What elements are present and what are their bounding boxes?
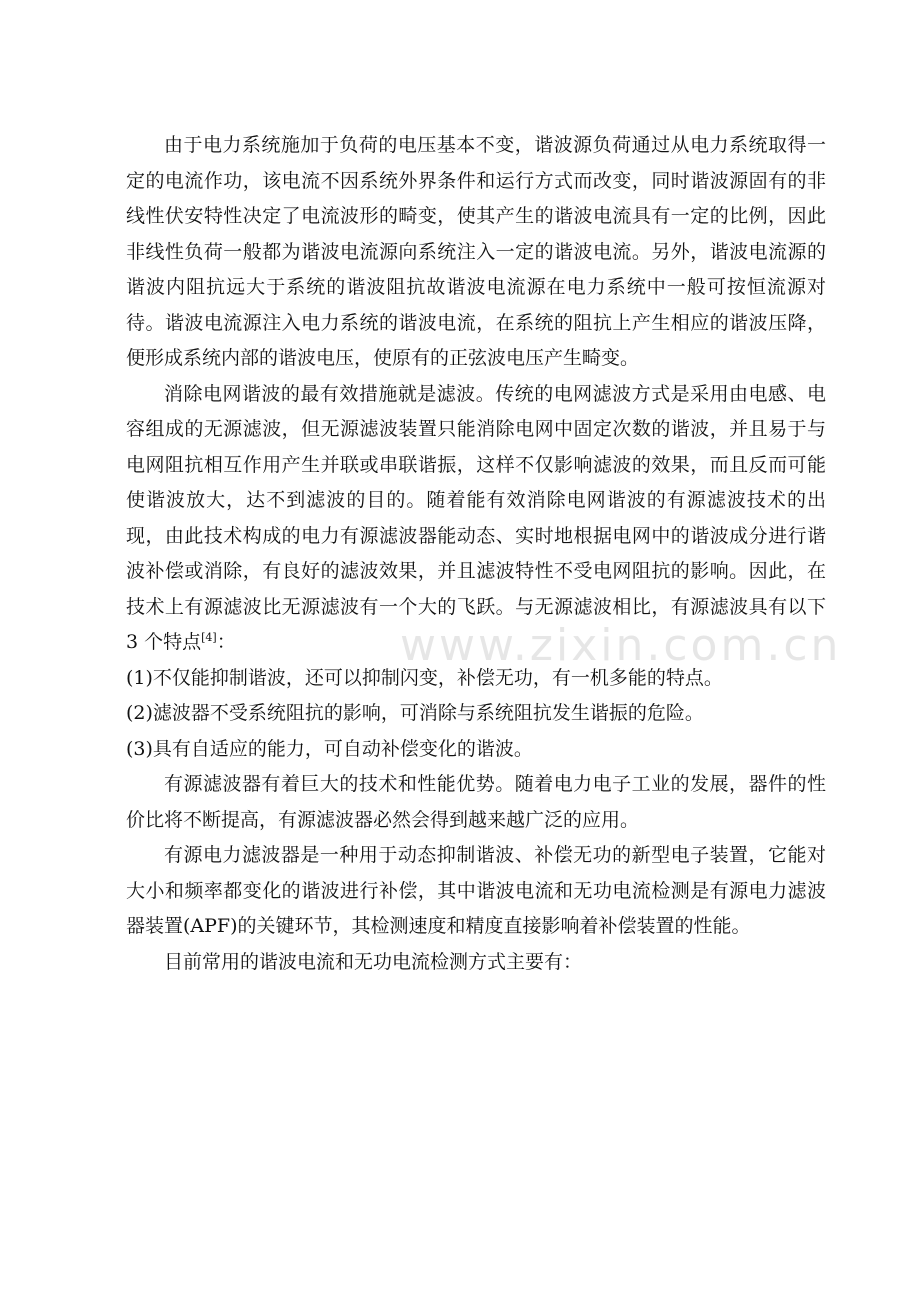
list-item-2: (2)滤波器不受系统阻抗的影响，可消除与系统阻抗发生谐振的危险。 <box>126 702 704 724</box>
paragraph-advantages: 有源滤波器有着巨大的技术和性能优势。随着电力电子工业的发展，器件的性价比将不断提高，有源滤波器必然会得到越来越广泛的应用。 <box>126 773 826 831</box>
list-item-1: (1)不仅能抑制谐波，还可以抑制闪变，补偿无功，有一机多能的特点。 <box>126 666 723 689</box>
document-body <box>126 128 826 980</box>
citation-reference: [4] <box>201 631 217 644</box>
paragraph-filtering-text: 消除电网谐波的最有效措施就是滤波。传统的电网滤波方式是采用由电感、电容组成的无源滤波，但无源滤波装置只能消除电网中固定次数的谐波，并且易于与电网阻抗相互作用产生并联或串联谐振，这样不仅影响滤波的效果，而且反而可能使谐波放大，达不到滤波的目的。随着能有效消除电网谐波的有源滤波技术的出现，由此技术构成的电力有源滤波器能动态、实时地根据电网中的谐波成分进行谐波补偿或消除，有良好的滤波效果，并且滤波特性不受电网阻抗的影响。因此，在技术上有源滤波比无源滤波有一个大的飞跃。与无源滤波相比，有源滤波具有以下 3 个特点 <box>126 382 826 653</box>
paragraph-apf: 有源电力滤波器是一种用于动态抑制谐波、补偿无功的新型电子装置，它能对大小和频率都变化的谐波进行补偿，其中谐波电流和无功电流检测是有源电力滤波器装置(APF)的关键环节，其检测速度和精度直接影响着补偿装置的性能。 <box>126 844 826 937</box>
list-item-3: (3)具有自适应的能力，可自动补偿变化的谐波。 <box>126 737 533 760</box>
paragraph-detection-methods: 目前常用的谐波电流和无功电流检测方式主要有： <box>164 950 583 973</box>
paragraph-harmonic-source: 由于电力系统施加于负荷的电压基本不变，谐波源负荷通过从电力系统取得一定的电流作功，该电流不因系统外界条件和运行方式而改变，同时谐波源固有的非线性伏安特性决定了电流波形的畸变，使其产生的谐波电流具有一定的比例，因此非线性负荷一般都为谐波电流源向系统注入一定的谐波电流。另外，谐波电流源的谐波内阻抗远大于系统的谐波阻抗故谐波电流源在电力系统中一般可按恒流源对待。谐波电流源注入电力系统的谐波电流，在系统的阻抗上产生相应的谐波压降，便形成系统内部的谐波电压，使原有的正弦波电压产生畸变。 <box>126 134 826 369</box>
paragraph-filtering-end: ： <box>216 631 236 653</box>
paragraph-filtering <box>126 377 826 661</box>
watermark: www.zixin.com.cn <box>400 620 842 671</box>
